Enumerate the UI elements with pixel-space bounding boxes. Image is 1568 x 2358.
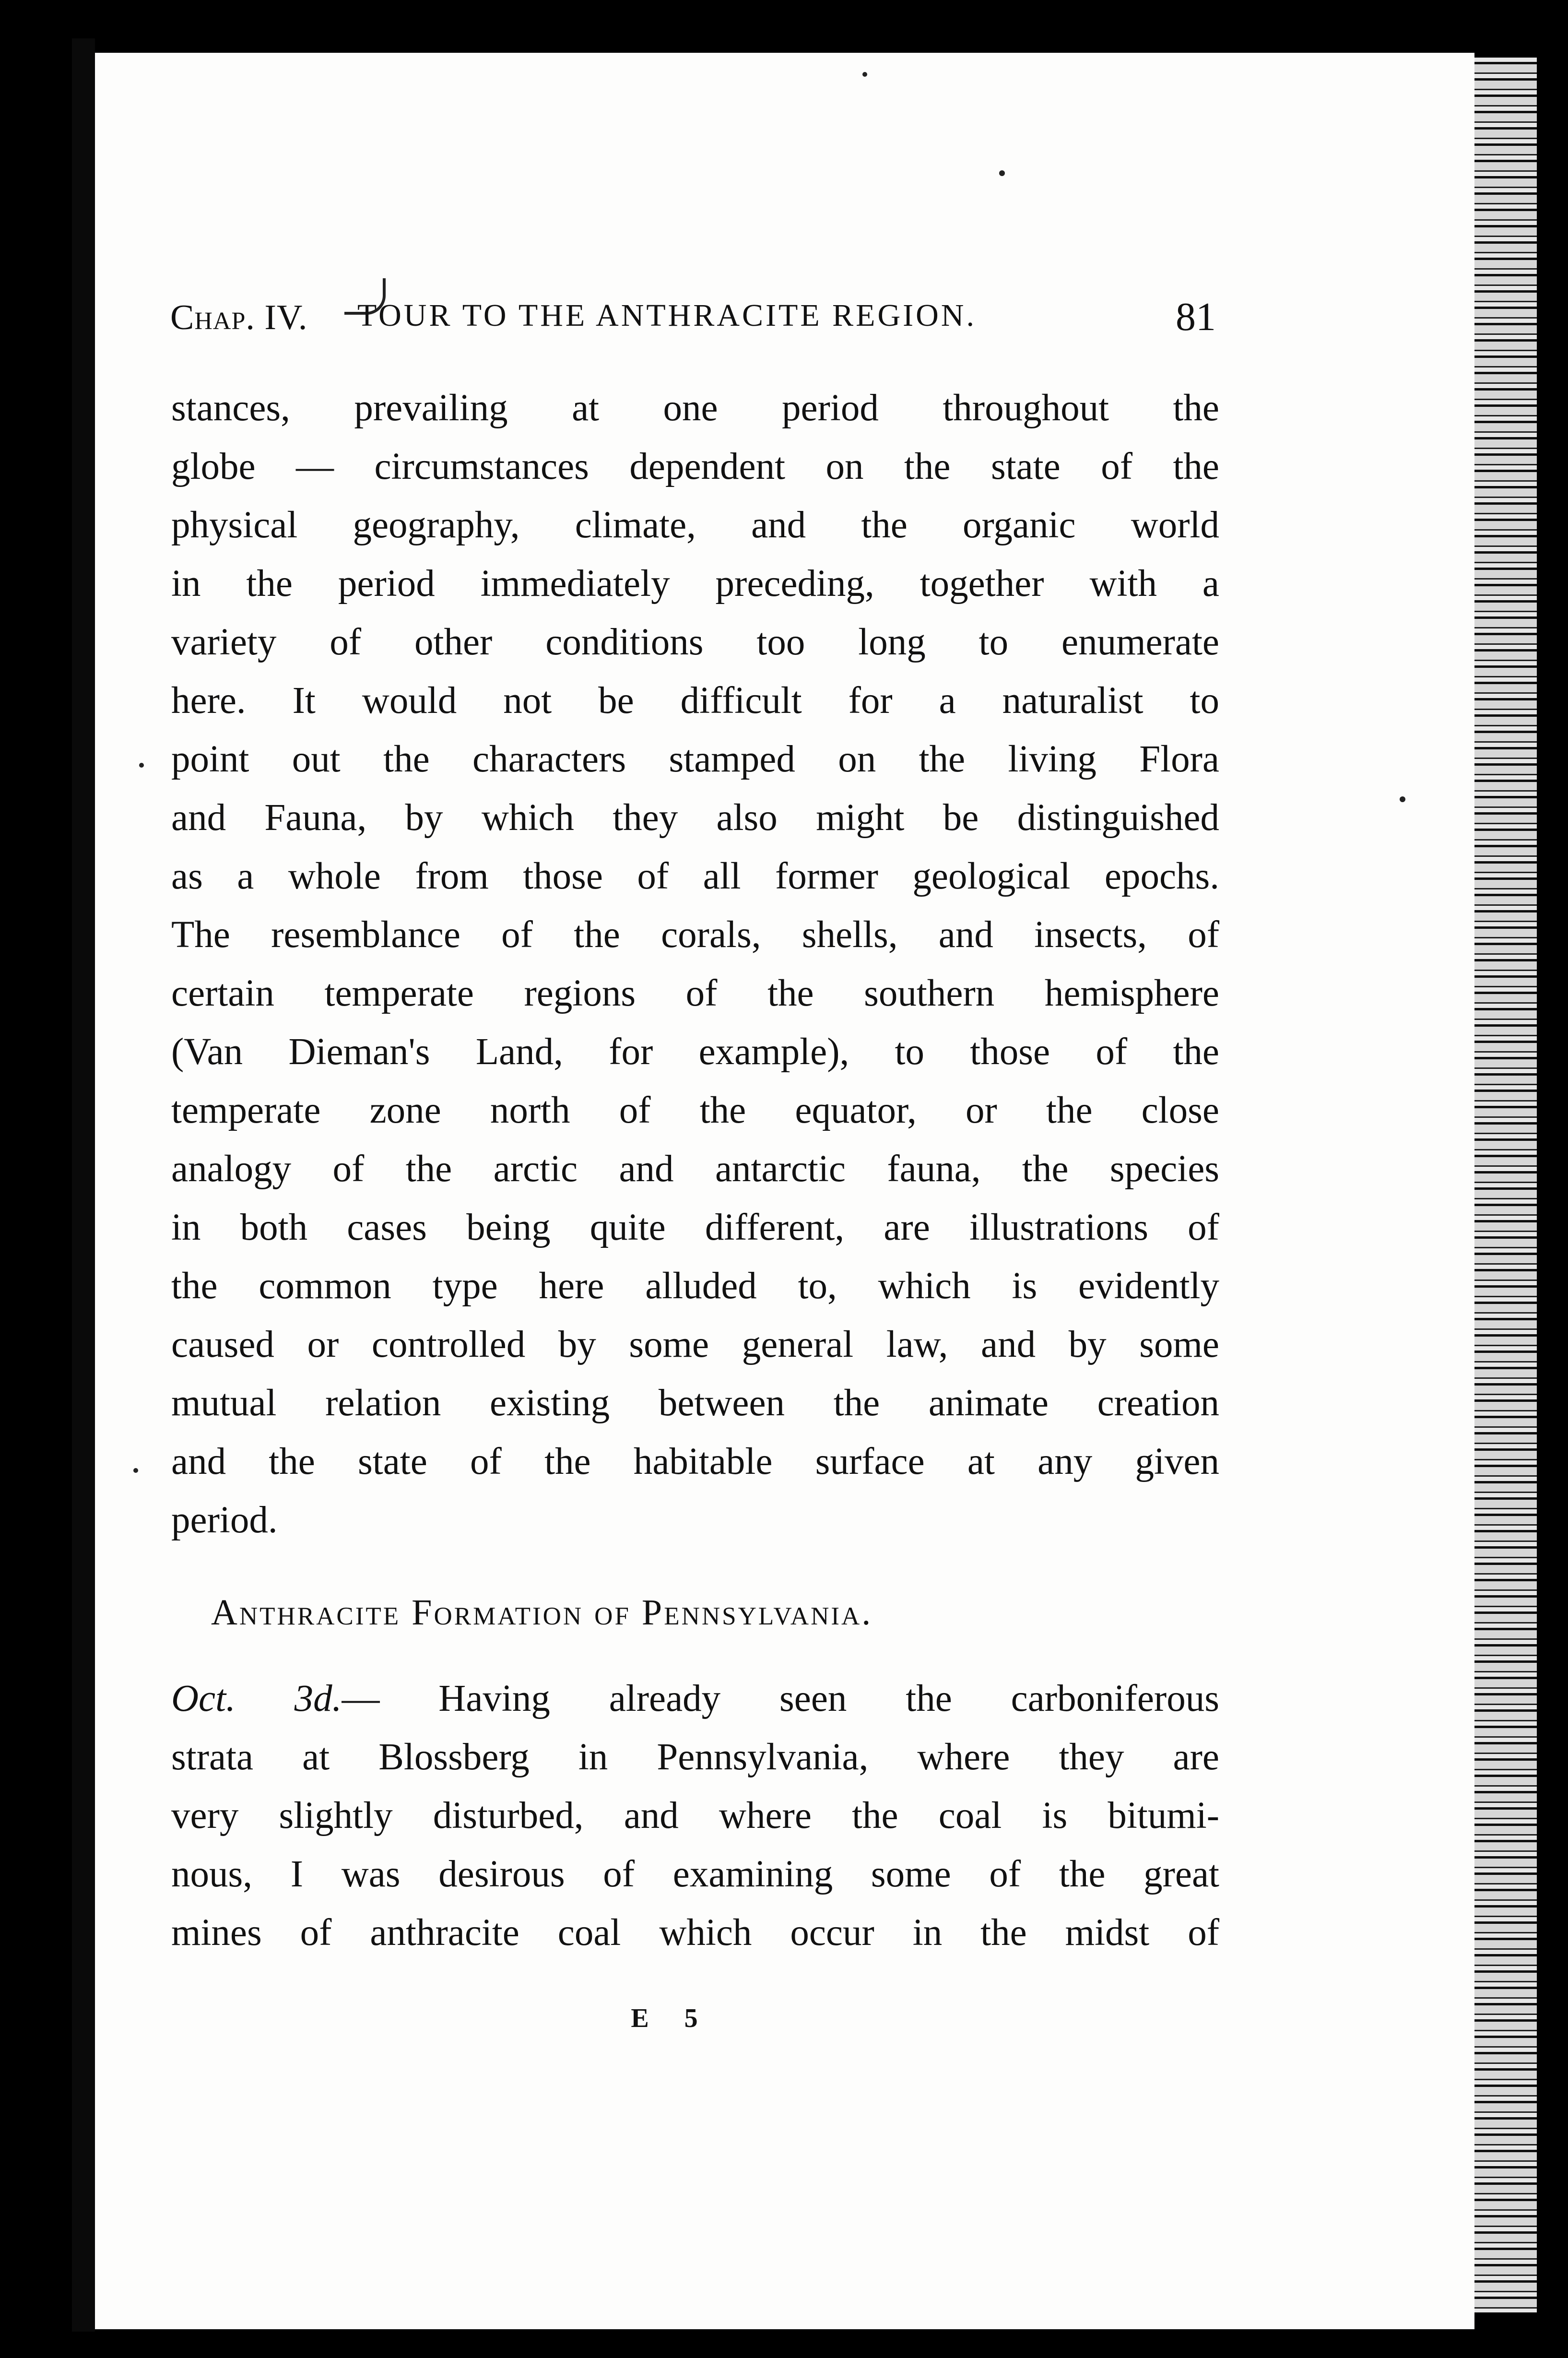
text-line: here. It would not be difficult for a naturalist to [171, 680, 1219, 722]
text-fragment: — Having already seen the carboniferous [342, 1678, 1219, 1719]
binding-gutter [72, 38, 95, 2332]
text-line: caused or controlled by some general law, and by some [171, 1324, 1219, 1365]
text-line: temperate zone north of the equator, or the close [171, 1090, 1219, 1131]
text-line: and Fauna, by which they also might be distinguished [171, 797, 1219, 839]
ink-speck [133, 1468, 138, 1473]
ink-speck [1400, 796, 1405, 802]
text-line: in both cases being quite different, are illustrations of [171, 1207, 1219, 1248]
date-entry: Oct. 3d. [171, 1678, 342, 1719]
text-line: in the period immediately preceding, together with a [171, 563, 1219, 604]
text-line: variety of other conditions too long to enumerate [171, 621, 1219, 663]
text-line: certain temperate regions of the southern hemisphere [171, 972, 1219, 1014]
text-line: (Van Dieman's Land, for example), to those of the [171, 1031, 1219, 1073]
page-edge-stack [1474, 58, 1537, 2312]
text-line: mutual relation existing between the animate creation [171, 1382, 1219, 1424]
page-number: 81 [1176, 295, 1216, 339]
text-line: the common type here alluded to, which is evidently [171, 1265, 1219, 1307]
section-heading: Anthracite Formation of Pennsylvania. [211, 1592, 873, 1633]
running-title: TOUR TO THE ANTHRACITE REGION. [357, 298, 977, 333]
text-line: The resemblance of the corals, shells, and insects, of [171, 914, 1219, 956]
text-line: globe — circumstances dependent on the state of the [171, 446, 1219, 487]
text-line [171, 1670, 1219, 1728]
text-line: analogy of the arctic and antarctic fauna, the species [171, 1148, 1219, 1190]
main-paragraph [171, 379, 1219, 1550]
chapter-label: Chap. IV. [170, 298, 308, 337]
ink-speck [862, 72, 867, 77]
ink-speck [999, 170, 1005, 176]
text-line: very slightly disturbed, and where the coal is bitumi- [171, 1795, 1219, 1837]
text-line: mines of anthracite coal which occur in the midst of [171, 1912, 1219, 1954]
signature-mark: E 5 [631, 2003, 712, 2033]
text-line: physical geography, climate, and the organic world [171, 504, 1219, 546]
text-line: strata at Blossberg in Pennsylvania, where they are [171, 1736, 1219, 1778]
section-paragraph [171, 1670, 1219, 1962]
ink-speck [139, 763, 144, 768]
text-line: point out the characters stamped on the living Flora [171, 738, 1219, 780]
text-line: and the state of the habitable surface at any given [171, 1441, 1219, 1482]
text-line: as a whole from those of all former geological epochs. [171, 855, 1219, 897]
running-header [170, 297, 1216, 350]
text-line: period. [171, 1499, 278, 1541]
text-line: stances, prevailing at one period throughout the [171, 387, 1219, 429]
text-line: nous, I was desirous of examining some of the great [171, 1853, 1219, 1895]
